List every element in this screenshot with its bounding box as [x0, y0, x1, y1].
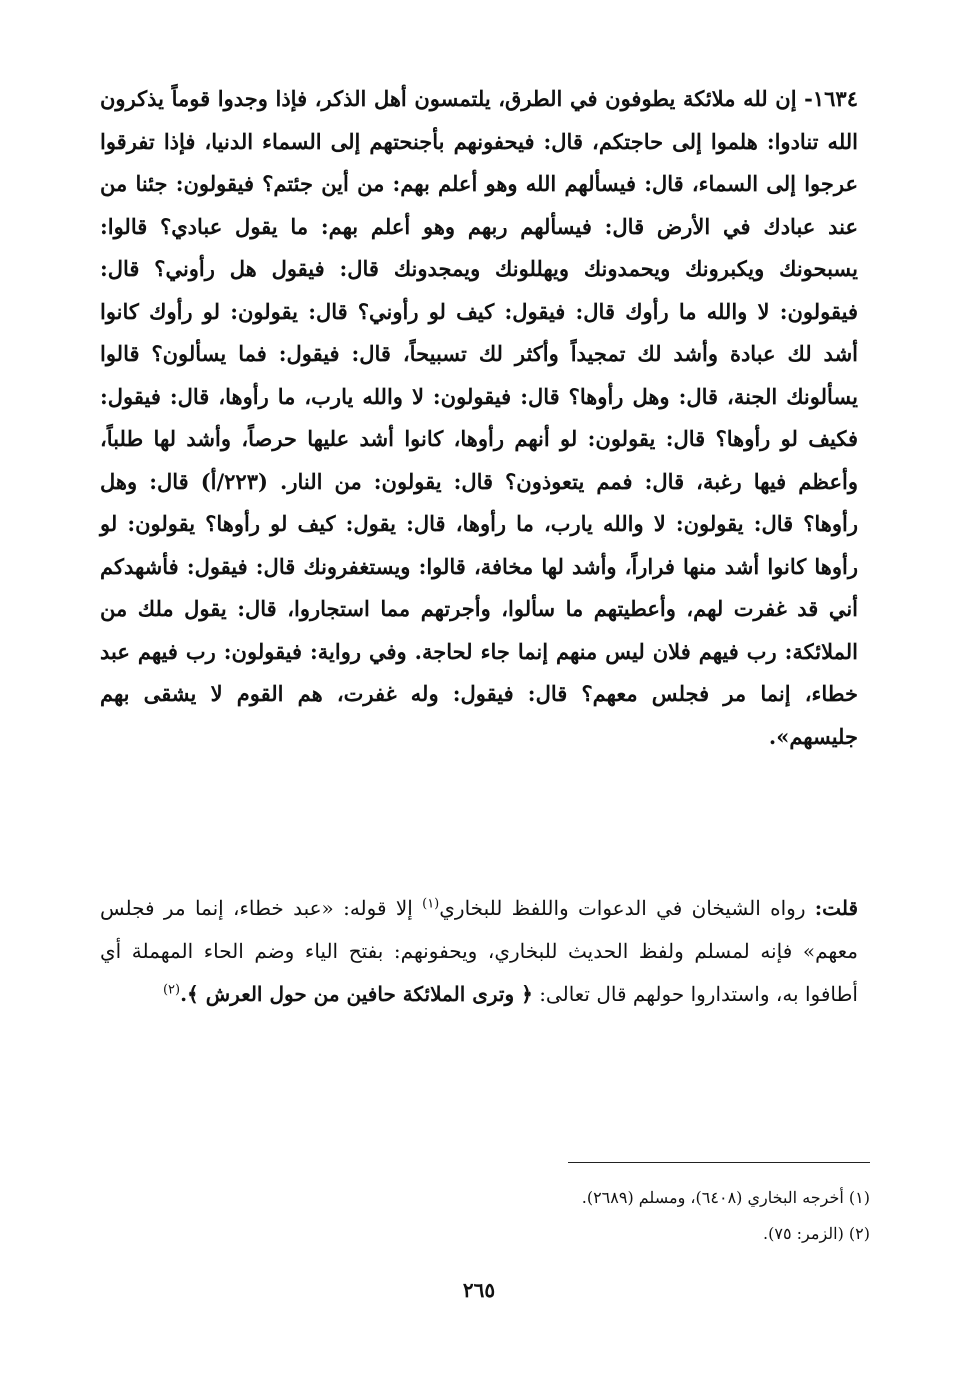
hadith-number: ١٦٣٤: [812, 86, 858, 111]
footnote-1: (١) أخرجه البخاري (٦٤٠٨)، ومسلم (٢٦٨٩).: [581, 1188, 870, 1207]
hadith-text: - إن لله ملائكة يطوفون في الطرق، يلتمسون أهل الذكر، فإذا وجدوا قوماً يذكرون الله تنادوا: هلموا إلى حاجتكم، قال: فيحفونهم بأجنحتهم إلى السماء الدنيا، فإذا تفرقوا عرجوا إلى السماء، قال: فيسألهم الله وهو أعلم بهم: من أين جئتم؟ فيقولون: جئنا من عند عبادك في الأرض قال: فيسألهم ربهم وهو أعلم بهم: ما يقول عبادي؟ قالوا: يسبحونك ويكبرونك ويحمدونك ويهللونك ويمجدونك قال: فيقول هل رأوني؟ قال: فيقولون: لا والله ما رأوك قال: فيقول: كيف لو رأوني؟ قال: يقولون: لو رأوك كانوا أشد لك عبادة وأشد لك تمجيداً وأكثر لك تسبيحاً، قال: فيقول: فما يسألون؟ قالوا يسألونك الجنة، قال: وهل رأوها؟ قال: فيقولون: لا والله يارب، ما رأوها، قال: فيقول: فكيف لو رأوها؟ قال: يقولون: لو أنهم رأوها، كانوا أشد عليها حرصاً، وأشد لها طلباً، وأعظم فيها رغبة، قال: فمم يتعوذون؟ قال: يقولون: من النار. (٢٢٣/أ) قال: وهل رأوها؟ قال: يقولون: لا والله يارب، ما رأوها، قال: يقول: كيف لو رأوها؟ يقولون: لو رأوها كانوا أشد منها فراراً، وأشد لها مخافة، قالوا: ويستغفرونك قال: فيقول: فأشهدكم أني قد غفرت لهم، وأعطيتهم ما سألوا، وأجرتهم مما استجاروا، قال: يقول ملك من الملائكة: رب فيهم فلان ليس منهم إنما جاء لحاجة. وفي رواية: فيقولون: رب فيهم عبد خطاء، إنما مر فجلس معهم؟ قال: فيقول: وله غفرت، هم القوم لا يشقى بهم جليسهم».: [100, 86, 858, 749]
commentary-paragraph: [100, 887, 858, 1016]
footnote-reference-2[interactable]: (٢): [162, 982, 181, 998]
commentary-text-part-2: إلا قوله: «عبد خطاء، إنما مر فجلس معهم» فإنه لمسلم ولفظ الحديث للبخاري، ويحفونهم: بفتح الياء وضم الحاء المهملة أي أطافوا به، واستداروا حولهم قال تعالى:: [100, 896, 858, 1006]
quran-verse: ﴿ وترى الملائكة حافين من حول العرش ﴾.: [180, 982, 533, 1006]
page-number: ٢٦٥: [462, 1278, 496, 1302]
footnote-separator: [568, 1162, 870, 1163]
commentary-label: قلت:: [814, 896, 858, 920]
hadith-paragraph: [100, 78, 858, 758]
footnote-2: (٢) (الزمر: ٧٥).: [763, 1224, 870, 1243]
footnote-reference-1[interactable]: (١): [422, 896, 440, 912]
commentary-text-part-1: رواه الشيخان في الدعوات واللفظ للبخاري: [439, 896, 806, 920]
footnotes-section: [100, 1180, 870, 1252]
